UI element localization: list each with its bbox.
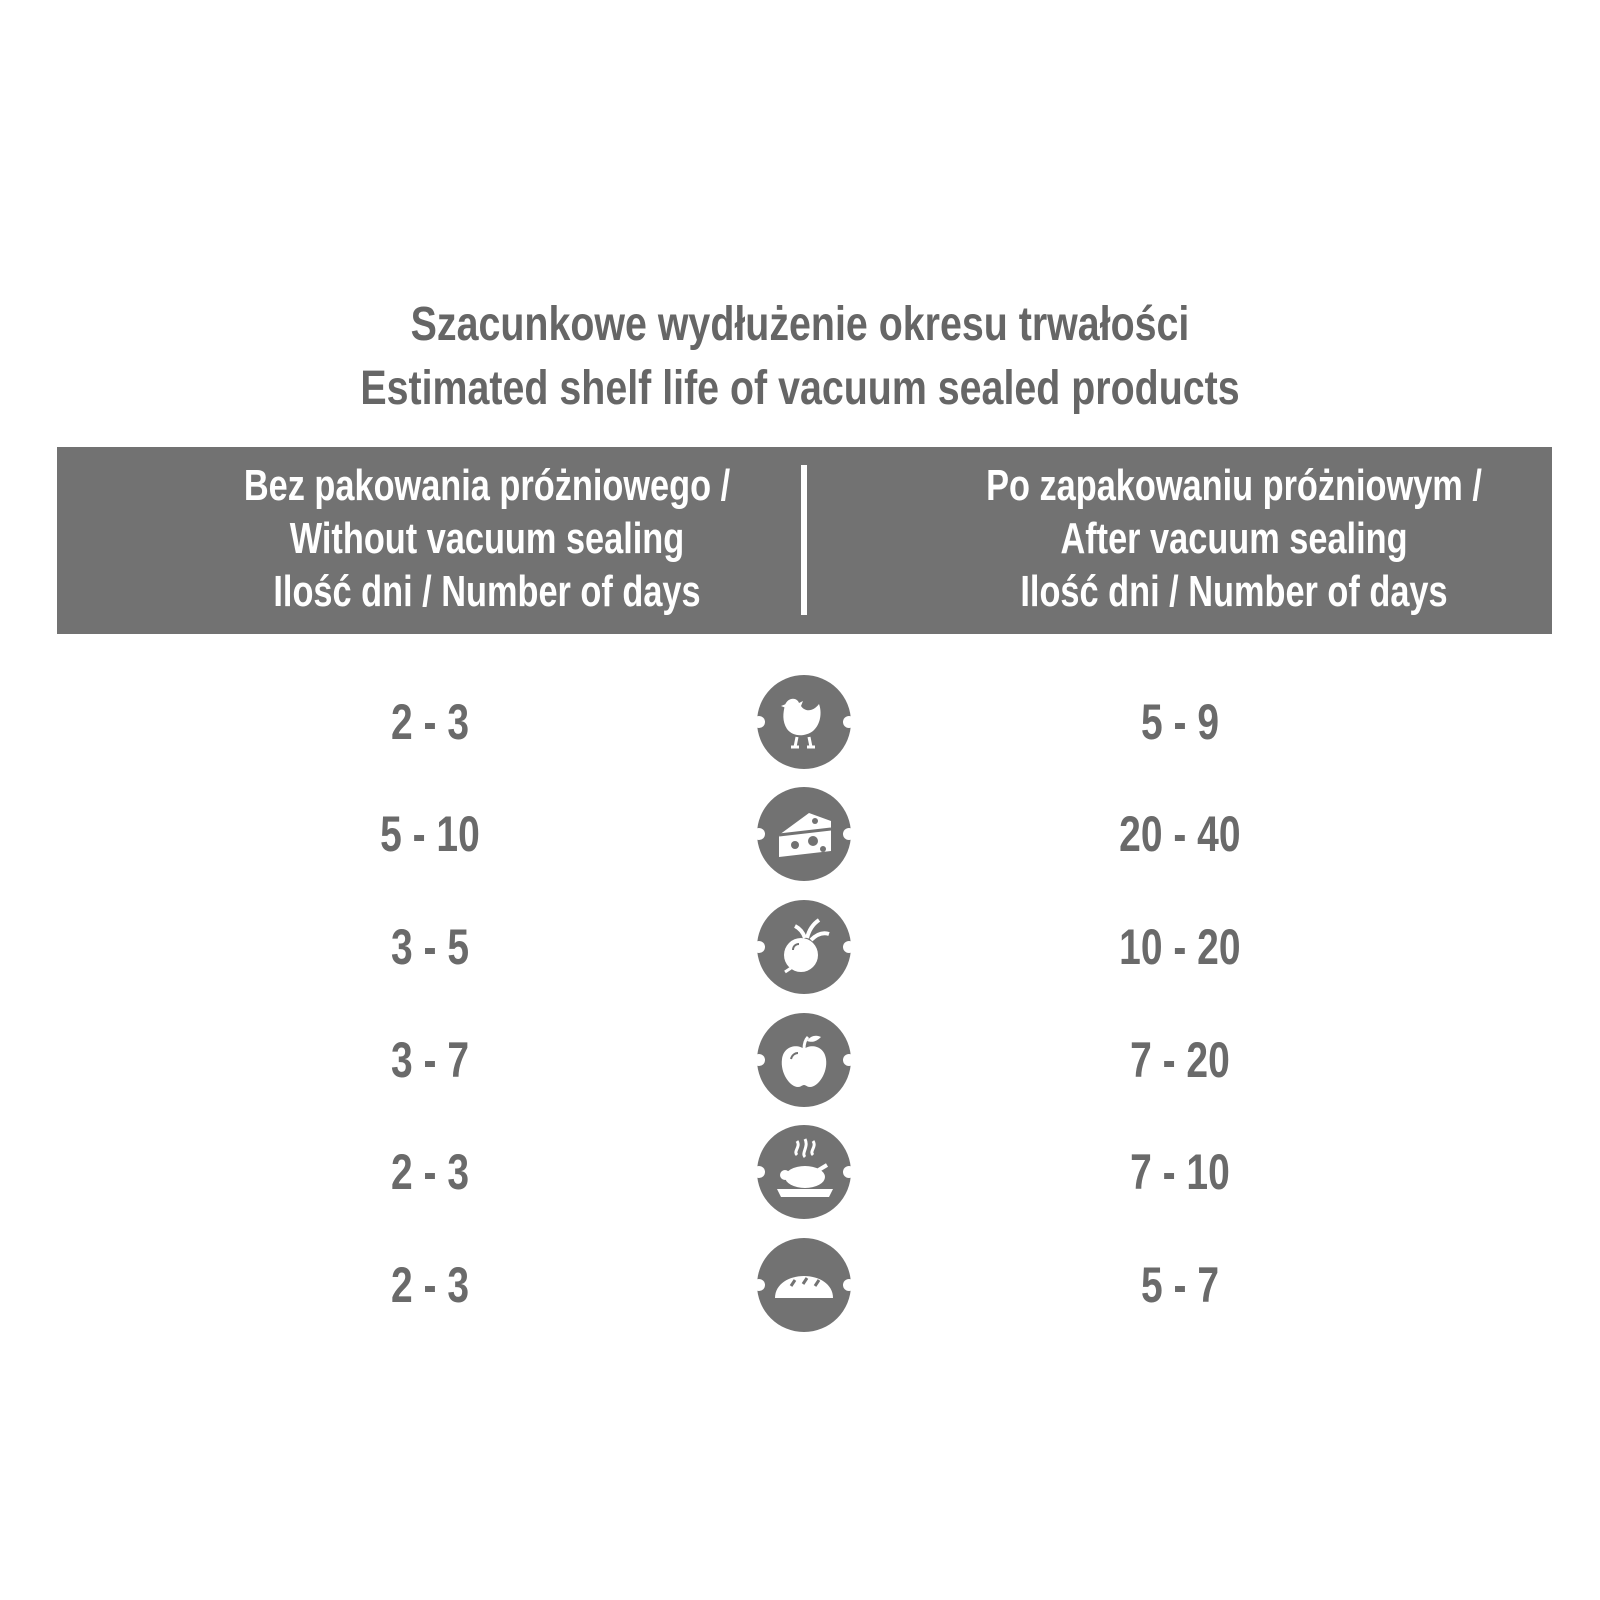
bread-icon (757, 1238, 851, 1332)
cooked-dish-icon (757, 1125, 851, 1219)
chicken-icon (757, 675, 851, 769)
header-left-line1: Bez pakowania próżniowego / (243, 461, 731, 510)
table-row (0, 786, 1600, 882)
title-polish: Szacunkowe wydłużenie okresu trwałości (410, 298, 1190, 351)
days-without-vacuum: 3 - 5 (390, 919, 470, 975)
days-after-vacuum: 7 - 20 (1130, 1032, 1230, 1088)
apple-icon (757, 1013, 851, 1107)
table-row (0, 1012, 1600, 1108)
vegetable-icon (757, 900, 851, 994)
table-row (0, 899, 1600, 995)
header-right-line2: After vacuum sealing (1060, 514, 1408, 563)
table-header (57, 447, 1552, 634)
header-right-line3: Ilość dni / Number of days (1020, 567, 1448, 616)
days-without-vacuum: 2 - 3 (390, 694, 470, 750)
cheese-icon (757, 787, 851, 881)
days-after-vacuum: 20 - 40 (1119, 806, 1241, 862)
days-after-vacuum: 5 - 9 (1140, 694, 1220, 750)
table-row (0, 674, 1600, 770)
header-left-line2: Without vacuum sealing (289, 514, 685, 563)
header-after-vacuum (884, 459, 1584, 618)
days-without-vacuum: 2 - 3 (390, 1257, 470, 1313)
table-row (0, 1237, 1600, 1333)
header-right-line1: Po zapakowaniu próżniowym / (986, 461, 1482, 510)
table-row (0, 1124, 1600, 1220)
days-after-vacuum: 10 - 20 (1119, 919, 1241, 975)
header-without-vacuum (137, 459, 837, 618)
title-english: Estimated shelf life of vacuum sealed products (360, 362, 1240, 415)
days-without-vacuum: 5 - 10 (380, 806, 480, 862)
page-title (0, 293, 1600, 421)
days-after-vacuum: 5 - 7 (1140, 1257, 1220, 1313)
days-without-vacuum: 3 - 7 (390, 1032, 470, 1088)
days-after-vacuum: 7 - 10 (1130, 1144, 1230, 1200)
days-without-vacuum: 2 - 3 (390, 1144, 470, 1200)
header-divider (801, 465, 807, 615)
header-left-line3: Ilość dni / Number of days (273, 567, 701, 616)
